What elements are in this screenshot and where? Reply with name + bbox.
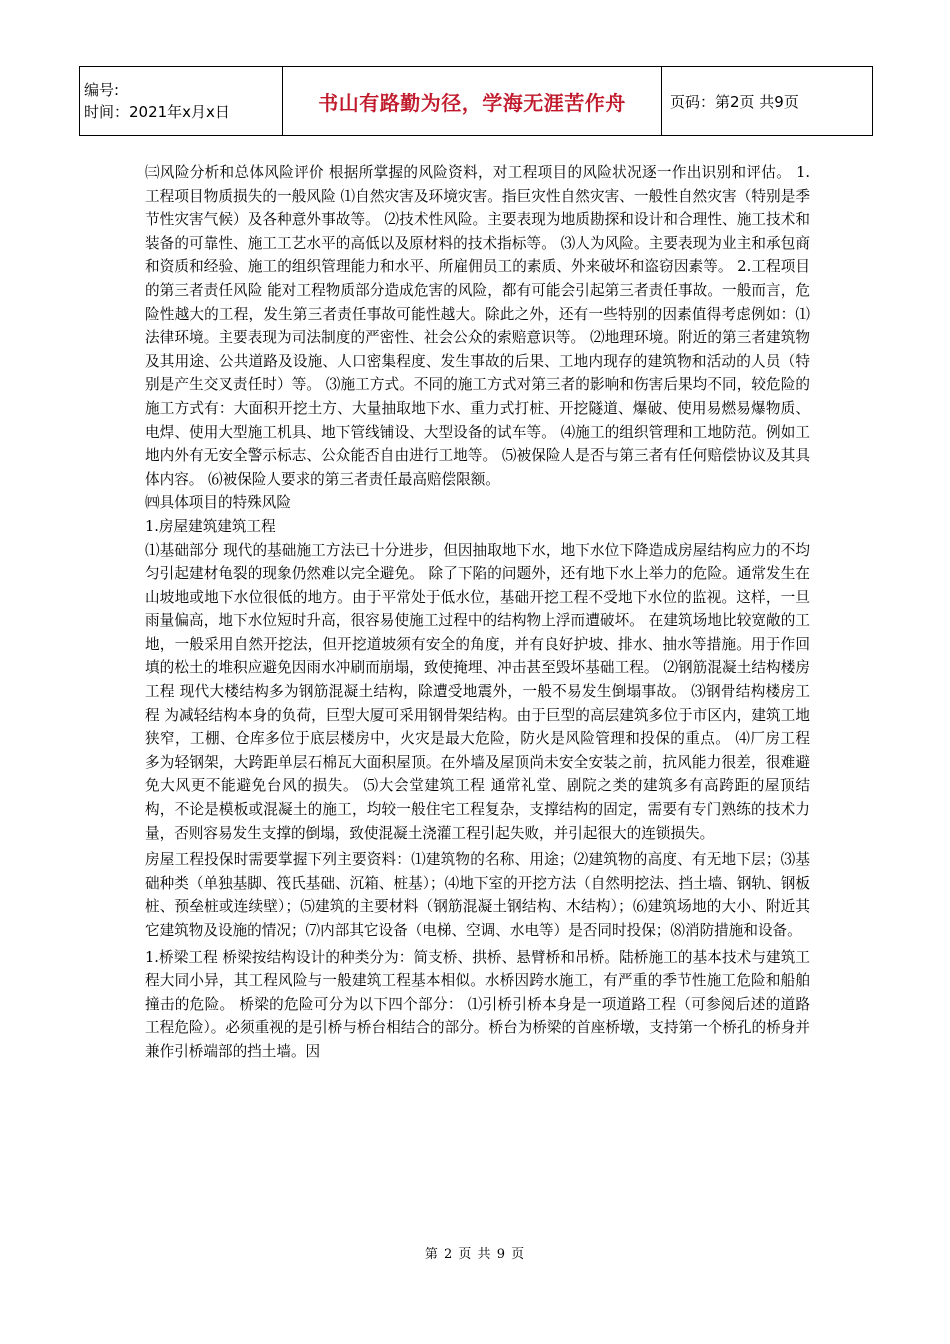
paragraph-risk-analysis: ㈢风险分析和总体风险评价 根据所掌握的风险资料，对工程项目的风险状况逐一作出识别和评估。 1.工程项目物质损失的一般风险 ⑴自然灾害及环境灾害。指巨灾性自然灾害、一般性自然灾害（特别是季节性灾害气候）及各种意外事故等。 ⑵技术性风险。主要表现为地质勘探和设计和合理性、施工技术和装备的可靠性、施工工艺水平的高低以及原材料的技术指标等。 ⑶人为风险。主要表现为业主和承包商和资质和经验、施工的组织管理能力和水平、所雇佣员工的素质、外来破坏和盗窃因素等。 2.工程项目的第三者责任风险 能对工程物质部分造成危害的风险，都有可能会引起第三者责任事故。一般而言，危险性越大的工程，发生第三者责任事故可能性越大。除此之外，还有一些特别的因素值得考虑例如：⑴法律环境。主要表现为司法制度的严密性、社会公众的索赔意识等。 ⑵地理环境。附近的第三者建筑物及其用途、公共道路及设施、人口密集程度、发生事故的后果、工地内现存的建筑物和活动的人员（特别是产生交叉责任时）等。 ⑶施工方式。不同的施工方式对第三者的影响和伤害后果均不同，较危险的施工方式有：大面积开挖土方、大量抽取地下水、重力式打桩、开挖隧道、爆破、使用易燃易爆物质、电焊、使用大型施工机具、地下管线铺设、大型设备的试车等。 ⑷施工的组织管理和工地防范。例如工地内外有无安全警示标志、公众能否自由进行工地等。 ⑸被保险人是否与第三者有任何赔偿协议及其具体内容。 ⑹被保险人要求的第三者责任最高赔偿限额。: [145, 164, 810, 488]
paragraph-building-insurance-info: 房屋工程投保时需要掌握下列主要资料：⑴建筑物的名称、用途；⑵建筑物的高度、有无地下层；⑶基础种类（单独基脚、筏氏基础、沉箱、桩基）；⑷地下室的开挖方法（自然明挖法、挡土墙、钢轨、钢板桩、预垒桩或连续壁）；⑸建筑的主要材料（钢筋混凝土钢结构、木结构）；⑹建筑场地的大小、附近其它建筑物及设施的情况；⑺内部其它设备（电梯、空调、水电等）是否同时投保；⑻消防措施和设备。: [145, 851, 810, 939]
page-footer: 第 2 页 共 9 页: [424, 1247, 526, 1262]
heading-building-works: 1.房屋建筑建筑工程: [145, 517, 276, 535]
paragraph-bridge-works: 1.桥梁工程 桥梁按结构设计的种类分为：简支桥、拱桥、悬臂桥和吊桥。陆桥施工的基本技术与建筑工程大同小异，其工程风险与一般建筑工程基本相似。水桥因跨水施工，有严重的季节性施工危险和船舶撞击的危险。 桥梁的危险可分为以下四个部分： ⑴引桥引桥本身是一项道路工程（可参阅后述的道路工程危险）。必须重视的是引桥与桥台相结合的部分。桥台为桥梁的首座桥墩，支持第一个桥孔的桥身并兼作引桥端部的挡土墙。因: [145, 948, 810, 1060]
header-motto-cell: [283, 67, 662, 136]
document-body: [145, 161, 810, 1064]
header-page-cell: [662, 67, 873, 136]
serial-label: 编号:: [84, 81, 120, 99]
heading-special-risks: ㈣具体项目的特殊风险: [145, 494, 291, 512]
motto-text: 书山有路勤为径，学海无涯苦作舟: [318, 90, 626, 115]
header-table: [79, 66, 873, 136]
header-meta-cell: [80, 67, 283, 136]
page-info: 页码：第2页 共9页: [670, 92, 799, 111]
date-line: 时间：2021年x月x日: [84, 103, 230, 121]
paragraph-building-risks: ⑴基础部分 现代的基础施工方法已十分进步，但因抽取地下水，地下水位下降造成房屋结构应力的不均匀引起建材龟裂的现象仍然难以完全避免。 除了下陷的问题外，还有地下水上举力的危险。通常发生在山坡地或地下水位很低的地方。由于平常处于低水位，基础开挖工程不受地下水位的监视。这样，一旦雨量偏高，地下水位短时升高，很容易使施工过程中的结构物上浮而遭破坏。 在建筑场地比较宽敞的工地，一般采用自然开挖法，但开挖道坡须有安全的角度，并有良好护坡、排水、抽水等措施。用于作回填的松土的堆积应避免因雨水冲刷而崩塌，致使掩埋、冲击甚至毁坏基础工程。 ⑵钢筋混凝土结构楼房工程 现代大楼结构多为钢筋混凝土结构，除遭受地震外，一般不易发生倒塌事故。 ⑶钢骨结构楼房工程 为减轻结构本身的负荷，巨型大厦可采用钢骨架结构。由于巨型的高层建筑多位于市区内，建筑工地狭窄，工棚、仓库多位于底层楼房中，火灾是最大危险，防火是风险管理和投保的重点。 ⑷厂房工程 多为轻钢架，大跨距单层石棉瓦大面积屋顶。在外墙及屋顶尚未安全安装之前，抗风能力很差，很难避免大风更不能避免台风的损失。 ⑸大会堂建筑工程 通常礼堂、剧院之类的建筑多有高跨距的屋顶结构，不论是模板或混凝土的施工，均较一般住宅工程复杂，支撑结构的固定，需要有专门熟练的技术力量，否则容易发生支撑的倒塌，致使混凝土浇灌工程引起失败，并引起很大的连锁损失。: [145, 541, 810, 842]
